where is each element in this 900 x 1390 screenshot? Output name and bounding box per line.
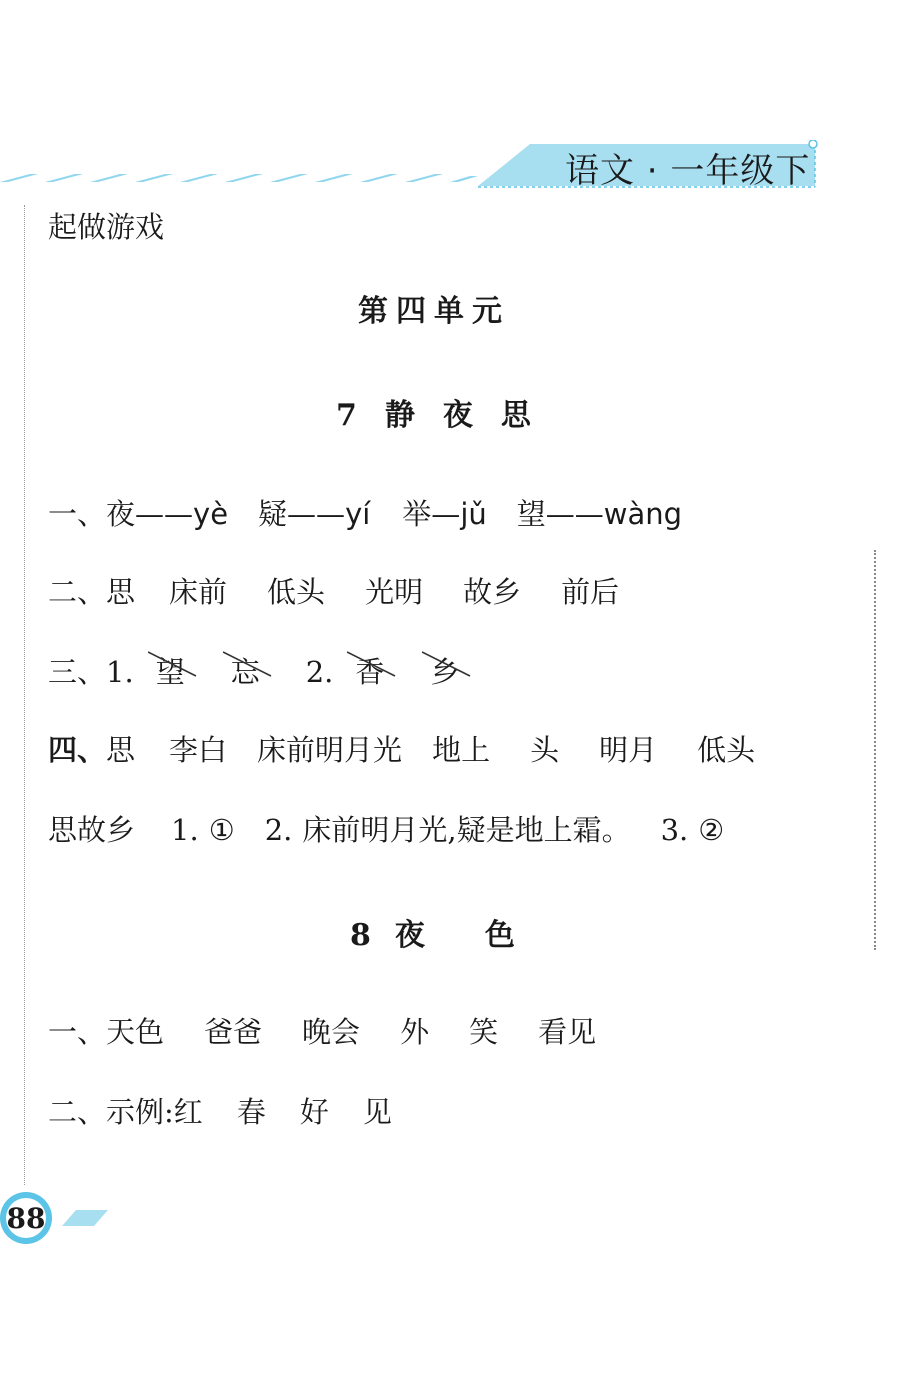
lesson7-char-2: 夜 bbox=[442, 398, 473, 433]
answer-sentence: 床前明月光,疑是地上霜。 bbox=[302, 813, 631, 847]
match-line-icon bbox=[347, 644, 397, 684]
unit-title: 第四单元 bbox=[358, 294, 510, 329]
answer-word: 李白 bbox=[169, 733, 228, 767]
page-edge bbox=[874, 550, 876, 950]
answer-word: 明月 bbox=[599, 733, 658, 767]
answer-word: 思 bbox=[106, 575, 136, 609]
lesson8-q2 bbox=[48, 1090, 392, 1131]
sub-number: 1. bbox=[171, 813, 199, 847]
lesson8-number: 8 bbox=[350, 918, 371, 953]
lesson7-q4-line1 bbox=[48, 728, 755, 769]
margin-line bbox=[24, 205, 25, 1185]
answer-char: 夜—— bbox=[106, 497, 194, 531]
page-number-stripe bbox=[62, 1206, 112, 1228]
answer-word: 低头 bbox=[697, 733, 756, 767]
page-number-badge bbox=[0, 1192, 52, 1244]
answer-char: 春 bbox=[236, 1095, 266, 1129]
answer-pinyin: yí bbox=[345, 497, 371, 531]
char-d: 乡 bbox=[430, 655, 460, 689]
circled-answer: ① bbox=[208, 813, 235, 847]
answer-word: 爸爸 bbox=[204, 1015, 263, 1049]
answer-word: 天色 bbox=[106, 1015, 165, 1049]
lesson7-q4-line2 bbox=[48, 808, 724, 849]
header-title: 语文 · 一年级下 bbox=[565, 151, 811, 191]
sub-number: 3. bbox=[660, 813, 689, 847]
answer-word: 晚会 bbox=[302, 1015, 361, 1049]
answer-word: 床前明月光 bbox=[257, 733, 403, 767]
lesson8-char-2: 色 bbox=[484, 918, 515, 953]
match-line-icon bbox=[422, 644, 472, 684]
char-a: 望 bbox=[155, 655, 185, 689]
l8-q2-number: 二、 bbox=[48, 1095, 107, 1129]
answer-char: 好 bbox=[299, 1095, 329, 1129]
match-line-icon bbox=[223, 644, 273, 684]
lesson7-q1 bbox=[48, 492, 682, 533]
lesson7-char-3: 思 bbox=[500, 398, 531, 433]
q2-number: 二、 bbox=[48, 575, 107, 609]
answer-word: 低头 bbox=[267, 575, 326, 609]
answer-word: 故乡 bbox=[463, 575, 522, 609]
answer-char: 疑—— bbox=[258, 497, 346, 531]
sub-number: 2. bbox=[264, 813, 293, 847]
lesson7-q3 bbox=[48, 650, 459, 691]
answer-pinyin: wàng bbox=[603, 497, 683, 531]
l8-q1-number: 一、 bbox=[48, 1015, 107, 1049]
char-b: 忘 bbox=[230, 655, 260, 689]
sub-number: 2. bbox=[305, 655, 334, 689]
answer-word: 笑 bbox=[469, 1015, 499, 1049]
lesson7-number: 7 bbox=[336, 398, 357, 433]
answer-char: 举— bbox=[402, 497, 461, 531]
answer-word: 看见 bbox=[538, 1015, 597, 1049]
answer-pinyin: jǔ bbox=[460, 497, 487, 531]
matched-char bbox=[231, 650, 260, 691]
lesson8-q1 bbox=[48, 1010, 596, 1051]
lesson7-q2 bbox=[48, 570, 619, 611]
answer-word: 头 bbox=[530, 733, 560, 767]
answer-char: 见 bbox=[362, 1095, 392, 1129]
lesson8-title bbox=[350, 910, 515, 954]
circled-answer: ② bbox=[698, 813, 725, 847]
answer-word: 外 bbox=[400, 1015, 430, 1049]
lesson7-char-1: 静 bbox=[384, 398, 415, 433]
lesson7-title bbox=[336, 390, 531, 434]
page-number: 88 bbox=[6, 1198, 46, 1238]
answer-word: 床前 bbox=[169, 575, 228, 609]
answer-word: 思故乡 bbox=[48, 813, 136, 847]
answer-pinyin: yè bbox=[193, 497, 229, 531]
q3-number: 三、 bbox=[48, 655, 107, 689]
q4-number: 四、 bbox=[48, 733, 107, 767]
q1-number: 一、 bbox=[48, 497, 107, 531]
answer-char: 红 bbox=[173, 1095, 203, 1129]
continued-text: 起做游戏 bbox=[48, 210, 165, 244]
answer-word: 思 bbox=[106, 733, 136, 767]
example-label: 示例: bbox=[106, 1095, 174, 1129]
match-line-icon bbox=[148, 644, 198, 684]
sub-number: 1. bbox=[106, 655, 134, 689]
answer-word: 光明 bbox=[365, 575, 424, 609]
answer-char: 望—— bbox=[516, 497, 604, 531]
matched-char bbox=[156, 650, 185, 691]
char-c: 香 bbox=[355, 655, 385, 689]
matched-char bbox=[355, 650, 384, 691]
answer-word: 地上 bbox=[432, 733, 491, 767]
lesson8-char-1: 夜 bbox=[394, 918, 425, 953]
answer-word: 前后 bbox=[561, 575, 620, 609]
matched-char bbox=[430, 650, 459, 691]
